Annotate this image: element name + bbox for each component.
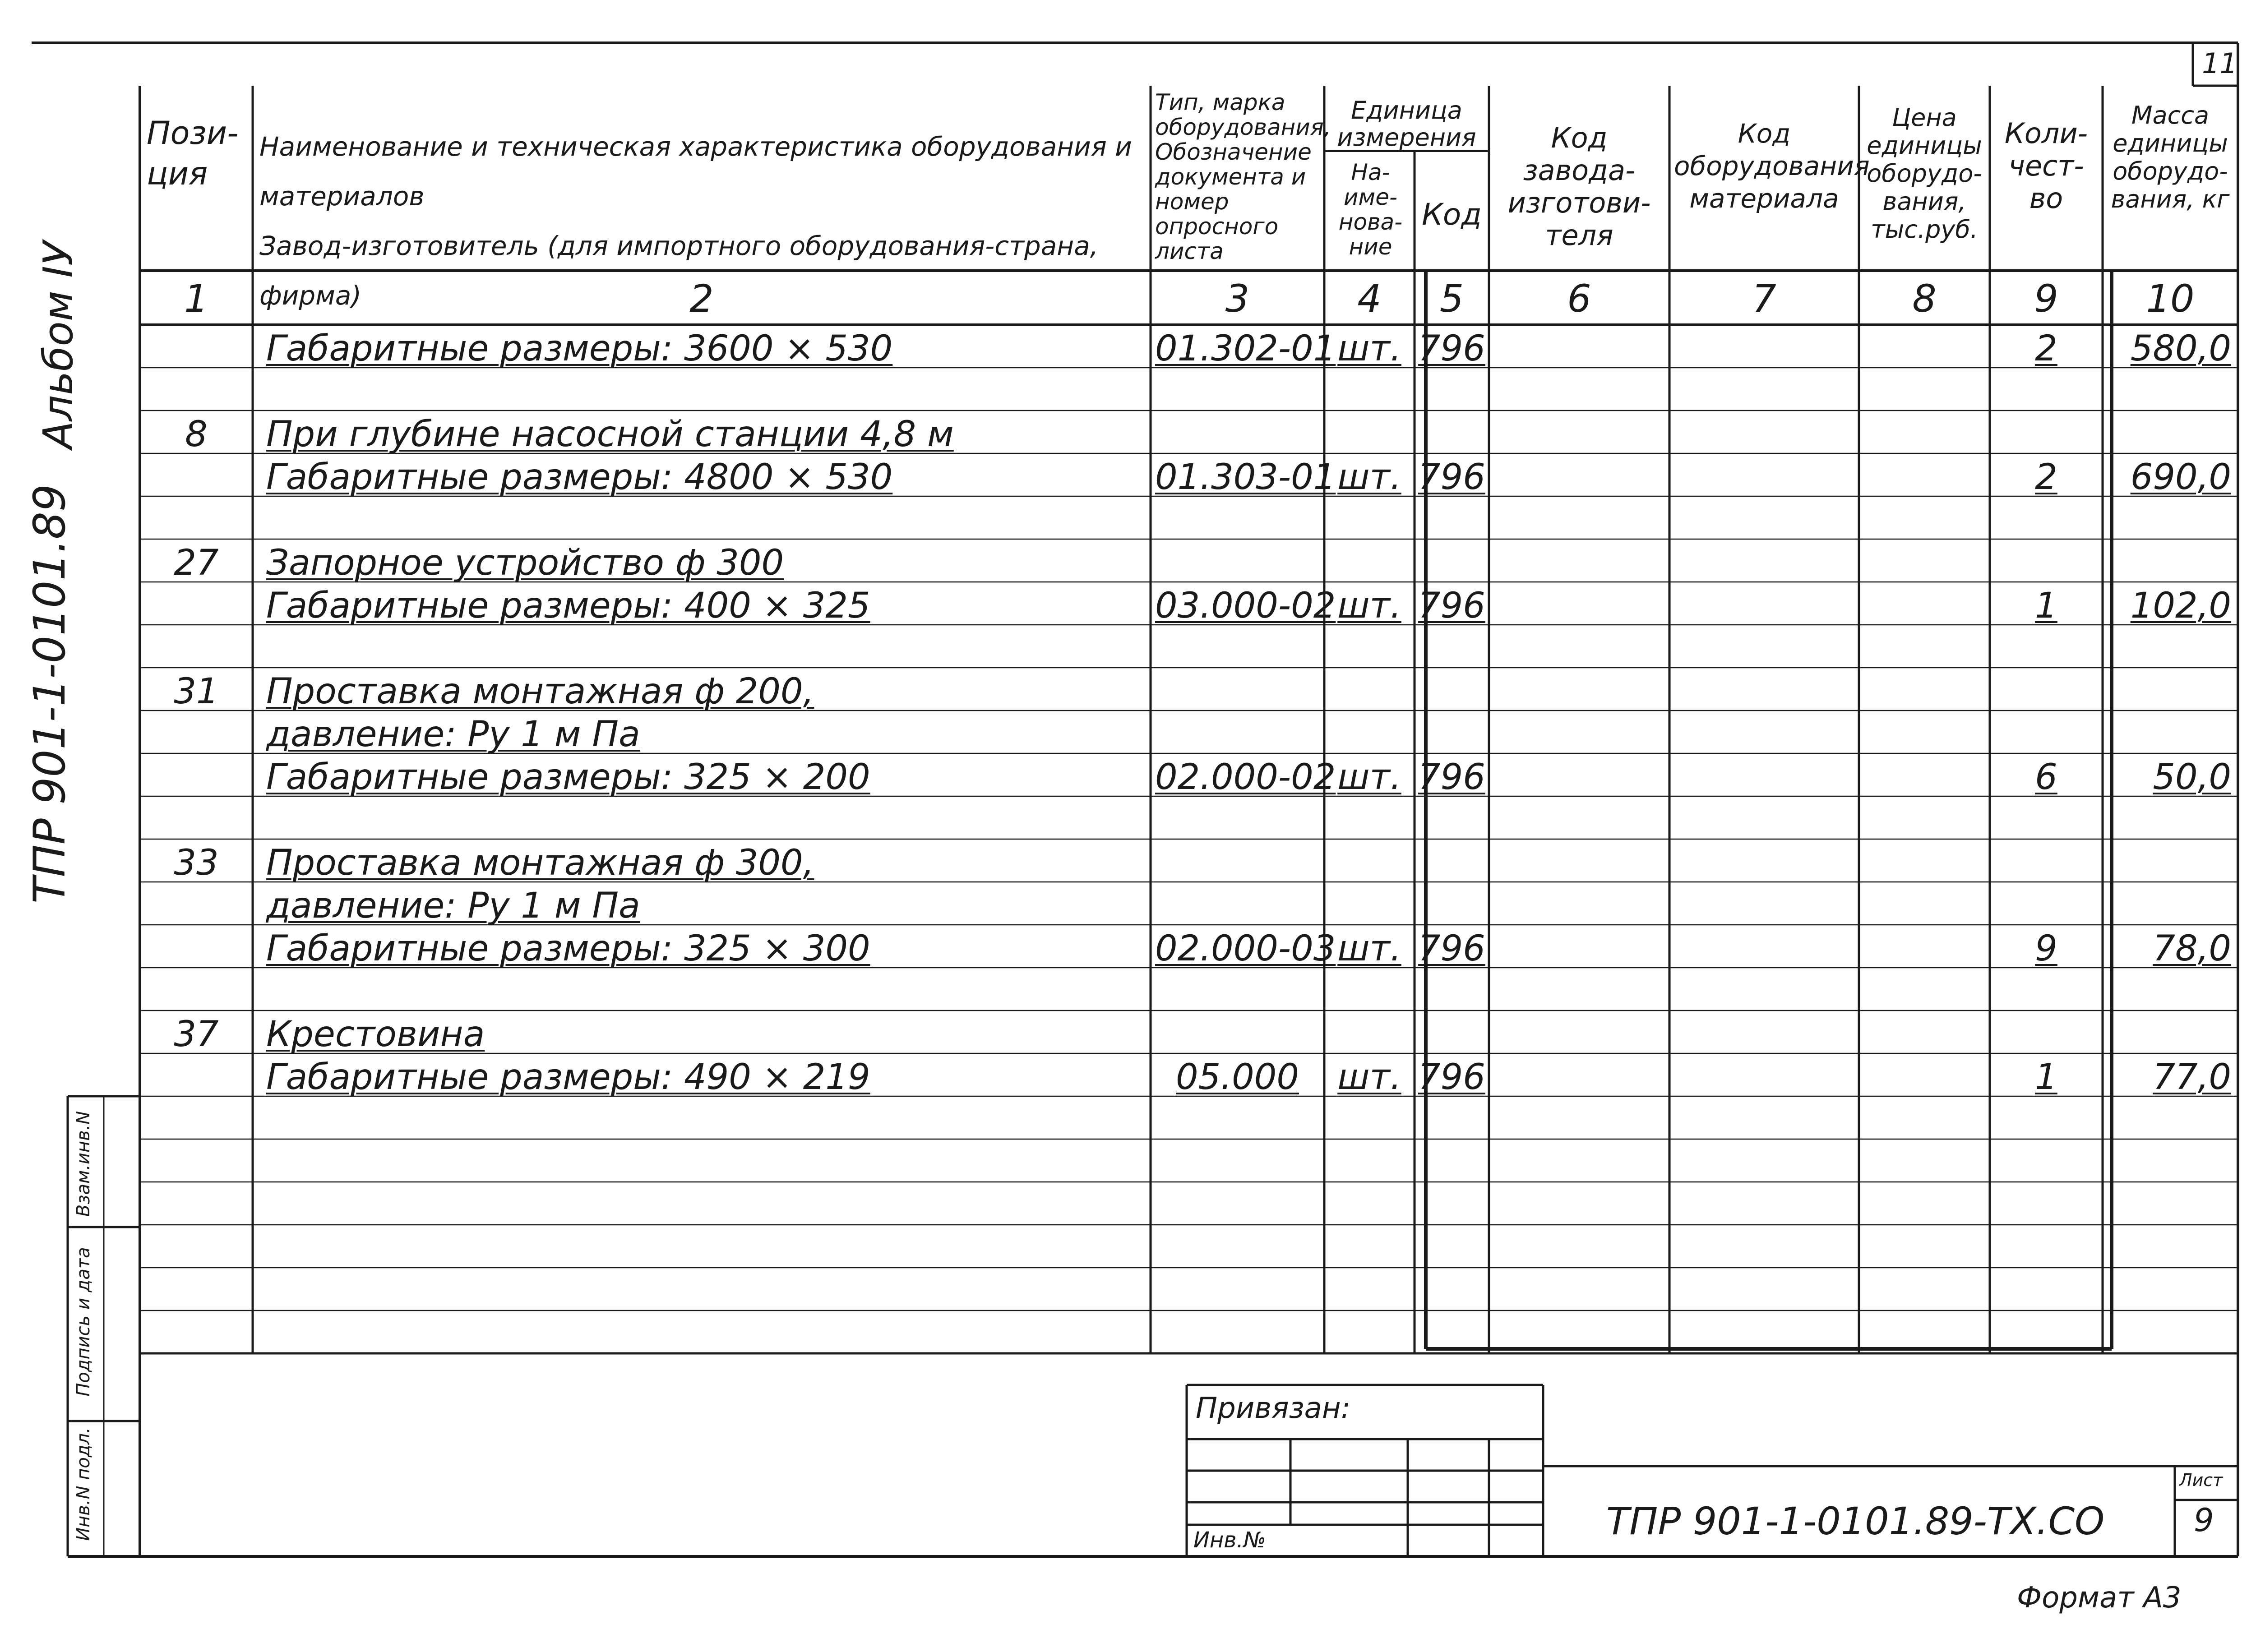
stamp-signature-date: Подпись и дата xyxy=(73,1247,94,1397)
col-number-3: 3 xyxy=(1225,277,1250,321)
document-designation: ТПР 901-1-0101.89-ТХ.СО xyxy=(1606,1499,2105,1543)
row-name: Габаритные размеры: 400 × 325 xyxy=(266,586,870,626)
header-quantity: Коли-чест-во xyxy=(2004,117,2088,215)
privyazan-label: Привязан: xyxy=(1196,1392,1351,1425)
row-name: Запорное устройство ф 300 xyxy=(266,543,784,583)
row-quantity: 2 xyxy=(2035,328,2057,369)
header-position: Пози- ция xyxy=(147,115,239,192)
stamp-vzam-inv: Взам.инв.N xyxy=(73,1111,94,1217)
col-number-8: 8 xyxy=(1912,277,1937,321)
row-type: 02.000-02 xyxy=(1155,757,1336,798)
col-number-1: 1 xyxy=(184,277,208,321)
col-number-9: 9 xyxy=(2034,277,2058,321)
format-label: Формат А3 xyxy=(2017,1581,2182,1615)
row-unit: шт. xyxy=(1337,328,1401,369)
header-unit-group: Единица измерения xyxy=(1337,96,1476,152)
sheet-corner-number: 11 xyxy=(2202,47,2238,80)
row-type: 05.000 xyxy=(1176,1057,1299,1098)
row-name: При глубине насосной станции 4,8 м xyxy=(266,414,954,455)
row-mass: 50,0 xyxy=(2153,757,2231,798)
row-type: 01.302-01 xyxy=(1155,328,1336,369)
row-position: 37 xyxy=(174,1014,219,1055)
row-name: Габаритные размеры: 325 × 200 xyxy=(266,757,870,798)
side-album-label: Альбом IУ xyxy=(35,241,82,449)
row-quantity: 2 xyxy=(2035,457,2057,498)
col-number-10: 10 xyxy=(2146,277,2195,321)
header-unit-code: Код xyxy=(1422,197,1482,232)
row-position: 31 xyxy=(174,671,219,712)
header-type: Тип, марка оборудования, Обозначение документа и номер опросного листа xyxy=(1155,89,1331,264)
row-name: Габаритные размеры: 325 × 300 xyxy=(266,928,870,969)
header-unit-name: На-име-нова-ние xyxy=(1338,159,1403,260)
row-name: Проставка монтажная ф 200, xyxy=(266,671,814,712)
row-mass: 78,0 xyxy=(2153,928,2231,969)
row-mass: 102,0 xyxy=(2130,586,2231,626)
row-type: 01.303-01 xyxy=(1155,457,1336,498)
row-type: 02.000-03 xyxy=(1155,928,1336,969)
header-factory-code: Код завода-изготови-теля xyxy=(1507,121,1651,252)
row-unit: шт. xyxy=(1337,928,1401,969)
row-code: 796 xyxy=(1418,457,1485,498)
row-mass: 77,0 xyxy=(2153,1057,2231,1098)
row-code: 796 xyxy=(1418,328,1485,369)
header-equipment-code: Код оборудования материала xyxy=(1674,118,1870,214)
row-name: Проставка монтажная ф 300, xyxy=(266,843,814,883)
row-position: 33 xyxy=(174,843,219,883)
row-name: Габаритные размеры: 4800 × 530 xyxy=(266,457,893,498)
row-position: 27 xyxy=(174,543,219,583)
row-quantity: 6 xyxy=(2035,757,2057,798)
inv-no-label: Инв.№ xyxy=(1193,1527,1266,1553)
row-quantity: 9 xyxy=(2035,928,2057,969)
header-mass: Масса единицы оборудо-вания, кг xyxy=(2111,101,2230,213)
side-project-label: ТПР 901-1-0101.89 xyxy=(24,484,75,904)
sheet-label: Лист xyxy=(2179,1470,2223,1490)
row-name: Габаритные размеры: 490 × 219 xyxy=(266,1057,870,1098)
row-unit: шт. xyxy=(1337,757,1401,798)
col-number-6: 6 xyxy=(1567,277,1591,321)
row-code: 796 xyxy=(1418,928,1485,969)
row-unit: шт. xyxy=(1337,586,1401,626)
row-mass: 580,0 xyxy=(2130,328,2231,369)
header-name: Наименование и техническая характеристика оборудования и материалов Завод-изготовитель (для импортного оборудования-страна, фирма) xyxy=(259,131,1132,311)
row-code: 796 xyxy=(1418,757,1485,798)
col-number-4: 4 xyxy=(1357,277,1382,321)
row-position: 8 xyxy=(185,414,208,455)
row-unit: шт. xyxy=(1337,1057,1401,1098)
row-name: Габаритные размеры: 3600 × 530 xyxy=(266,328,893,369)
row-mass: 690,0 xyxy=(2130,457,2231,498)
row-name: давление: Ру 1 м Па xyxy=(266,714,640,755)
row-unit: шт. xyxy=(1337,457,1401,498)
header-price: Цена единицы оборудо-вания, тыс.руб. xyxy=(1867,103,1982,244)
row-name: Крестовина xyxy=(266,1014,485,1055)
row-quantity: 1 xyxy=(2035,1057,2057,1098)
stamp-inv-podl: Инв.N подл. xyxy=(73,1427,94,1541)
sheet-number: 9 xyxy=(2194,1502,2214,1539)
row-code: 796 xyxy=(1418,1057,1485,1098)
row-type: 03.000-02 xyxy=(1155,586,1336,626)
col-number-7: 7 xyxy=(1752,277,1776,321)
col-number-2: 2 xyxy=(689,277,714,321)
row-name: давление: Ру 1 м Па xyxy=(266,886,640,926)
row-quantity: 1 xyxy=(2035,586,2057,626)
row-code: 796 xyxy=(1418,586,1485,626)
col-number-5: 5 xyxy=(1439,277,1464,321)
